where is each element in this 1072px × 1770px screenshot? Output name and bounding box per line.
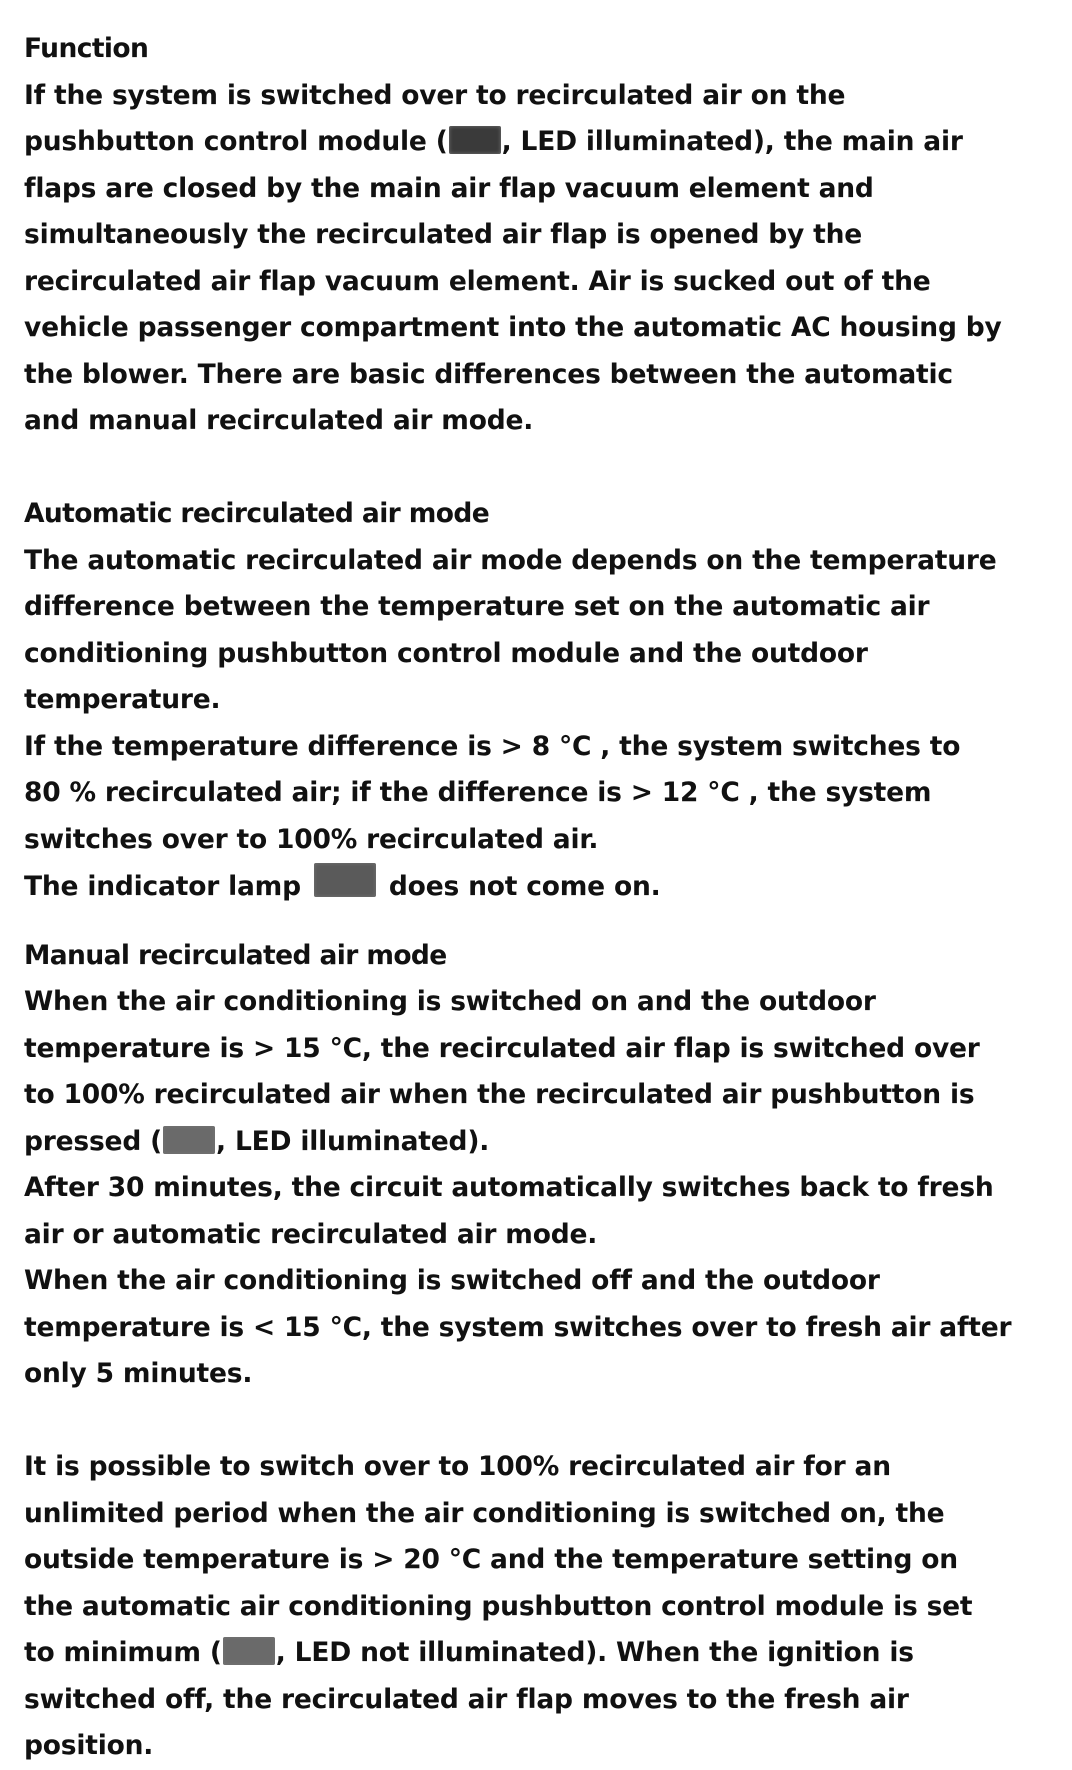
paragraph-line: If the system is switched over to recirculated air on the — [24, 79, 846, 111]
paragraph-line: When the air conditioning is switched on and the outdoor — [24, 986, 876, 1017]
paragraph-line: If the temperature difference is > 8 °C , the system switches to — [24, 730, 961, 762]
section-automatic — [24, 491, 1044, 910]
paragraph-line: unlimited period when the air conditioning is switched on, the — [24, 1497, 945, 1529]
recirculated-air-button-icon — [223, 1637, 275, 1665]
spacer — [24, 445, 1044, 492]
paragraph-line: only 5 minutes. — [24, 1358, 253, 1389]
text-span: , LED not illuminated). When the ignition is — [275, 1637, 914, 1668]
paragraph-line: to 100% recirculated air when the recirculated air pushbutton is — [24, 1079, 975, 1110]
paragraph-line: flaps are closed by the main air flap vacuum element and — [24, 172, 874, 204]
text-span: pressed ( — [24, 1125, 163, 1157]
paragraph-line: and manual recirculated air mode. — [24, 405, 534, 436]
paragraph-line: temperature is > 15 °C, the recirculated air flap is switched over — [24, 1032, 980, 1064]
paragraph-line: the automatic air conditioning pushbutton control module is set — [24, 1590, 973, 1622]
paragraph-line: After 30 minutes, the circuit automatically switches back to fresh — [24, 1172, 994, 1203]
paragraph-line: temperature is < 15 °C, the system switches over to fresh air after — [24, 1311, 1012, 1343]
paragraph-line: When the air conditioning is switched off and the outdoor — [24, 1265, 880, 1296]
recirculated-air-button-icon — [449, 126, 501, 154]
text-span: The indicator lamp — [24, 871, 310, 902]
paragraph-line: simultaneously the recirculated air flap is opened by the — [24, 219, 863, 250]
text-span: does not come on. — [379, 871, 661, 902]
text-span: to minimum ( — [24, 1637, 222, 1668]
paragraph-line: the blower. There are basic differences between the automatic — [24, 358, 953, 390]
text-span: , LED illuminated). — [216, 1125, 490, 1157]
paragraph-line: temperature. — [24, 684, 221, 715]
heading-automatic: Automatic recirculated air mode — [24, 498, 490, 529]
paragraph-line: switches over to 100% recirculated air. — [24, 823, 599, 855]
recirculated-air-button-icon — [163, 1126, 215, 1154]
paragraph-line: switched off, the recirculated air flap moves to the fresh air — [24, 1683, 909, 1715]
paragraph-line — [24, 119, 1044, 166]
text-span: , LED illuminated), the main air — [501, 126, 963, 157]
paragraph-line — [24, 1630, 1044, 1677]
paragraph-line: recirculated air flap vacuum element. Air is sucked out of the — [24, 265, 931, 297]
paragraph-line — [24, 863, 1044, 910]
spacer — [24, 1398, 1044, 1445]
paragraph-line — [24, 1119, 1044, 1166]
heading-function: Function — [24, 33, 149, 64]
document-page — [24, 26, 1044, 1770]
text-span: pushbutton control module ( — [24, 126, 448, 157]
paragraph-line: It is possible to switch over to 100% recirculated air for an — [24, 1451, 891, 1482]
paragraph-line: difference between the temperature set on the automatic air — [24, 591, 930, 622]
paragraph-line: 80 % recirculated air; if the difference is > 12 °C , the system — [24, 777, 932, 808]
paragraph-line: vehicle passenger compartment into the automatic AC housing by — [24, 312, 1002, 343]
heading-manual: Manual recirculated air mode — [24, 939, 447, 971]
indicator-lamp-icon — [314, 863, 376, 897]
paragraph-line: conditioning pushbutton control module and the outdoor — [24, 637, 868, 669]
paragraph-line: The automatic recirculated air mode depends on the temperature — [24, 544, 997, 576]
paragraph-line: position. — [24, 1730, 154, 1761]
section-manual — [24, 933, 1044, 1398]
spacer — [24, 910, 1044, 933]
section-function — [24, 26, 1044, 445]
paragraph-line: outside temperature is > 20 °C and the temperature setting on — [24, 1544, 958, 1575]
section-unlimited — [24, 1444, 1044, 1770]
paragraph-line: air or automatic recirculated air mode. — [24, 1218, 598, 1250]
